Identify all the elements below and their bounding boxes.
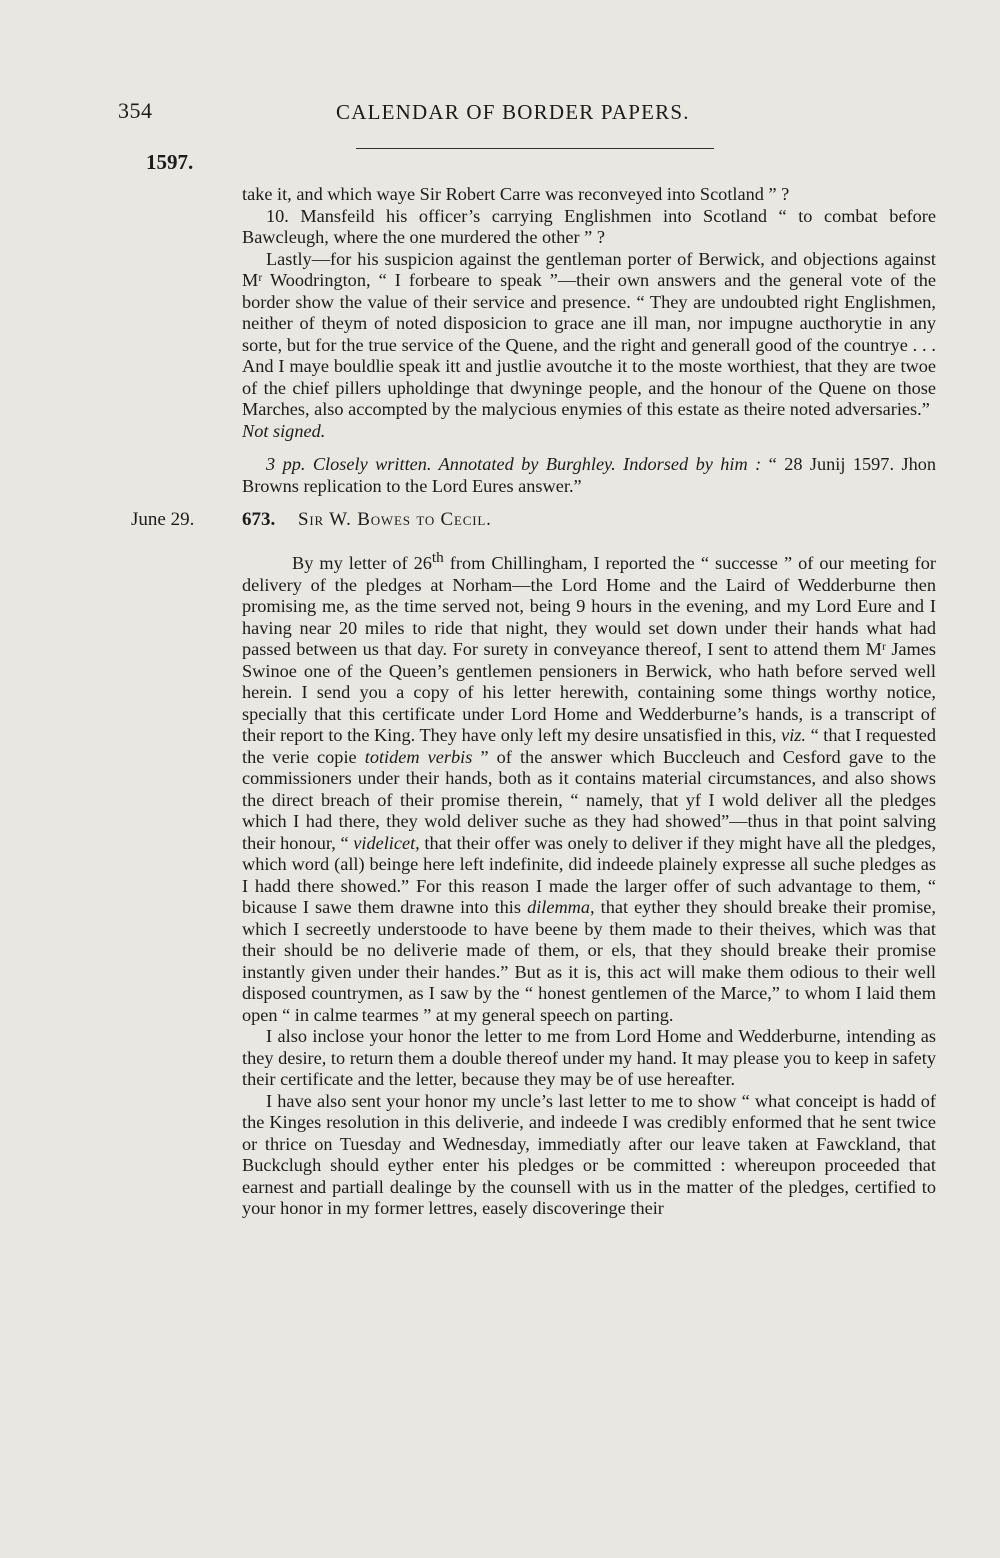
letter-paragraph <box>242 547 936 1026</box>
paragraph: 10. Mansfeild his officer’s carrying Englishmen into Scotland “ to combat before Bawcleugh, where the one murdered the other ” ? <box>242 205 936 247</box>
superscript: th <box>431 549 444 566</box>
text-run: from Chillingham, I reported the “ successe ” of our meeting for delivery of the pledges at Norham—the Lord Home and the Laird of Wedderburne then promising me, as the time served not, being 9 hours in the evening, and my Lord Eure and I having near 20 miles to ride that night, they would set down under their hands what had passed between us that day. For surety in conveyance thereof, I sent to attend them Mʳ James Swinoe one of the Queen’s gentlemen pensioners in Berwick, who hath before served well herein. I send you a copy of his letter herewith, containing some things worthy notice, specially that this certificate under Lord Home and Wedderburne’s hands, is a transcript of their report to the King. They have only left my desire unsatisfied in this, <box>242 553 936 746</box>
document-date: June 29. <box>131 509 195 530</box>
italic-run: videlicet, <box>353 832 420 853</box>
page-header <box>0 98 1000 132</box>
annotation-italic: 3 pp. Closely written. Annotated by Burghley. Indorsed by him : <box>266 454 762 474</box>
text-run: “ that I requested the verie copie <box>242 725 936 767</box>
document-number: 673. <box>242 509 276 530</box>
letter-paragraph: I also inclose your honor the letter to me from Lord Home and Wedderburne, intending as they desire, to return them a double thereof under my hand. It may please you to keep in safety their certificate and the letter, because they may be of use hereafter. <box>242 1026 936 1090</box>
paragraph: Lastly—for his suspicion against the gentleman porter of Berwick, and objections against Mʳ Woodrington, “ I forbeare to speak ”—their own answers and the general vote of the border show the value of their service and presence. “ They are undoubted right Englishmen, neither of theym of noted disposicion to grace ane ill man, nor impugne aucthorytie in any sorte, but for the true service of the Quene, and the right and generall good of the countrye . . . And I maye bouldlie speak itt and justlie avoutche it to the moste worthiest, that they are twoe of the chief pillers upholdinge that dwyninge people, and the honour of the Quene on those Marches, also accompted by the malycious enymies of this estate as theire noted adversaries.” <box>242 248 936 419</box>
annotation-note <box>242 454 936 497</box>
page-number: 354 <box>118 98 153 123</box>
running-title: CALENDAR OF BORDER PAPERS. <box>336 100 690 124</box>
italic-run: viz. <box>781 725 806 746</box>
text-run: that their offer was onely to deliver if they might have all the pledges, which word (all) beinge here left indefinite, did indeede plainely expresse all suche pledges as I hadd there showed.” For this reason I made the larger offer of such advantage to them, “ bicause I sawe them drawne into this <box>242 832 936 918</box>
margin-year: 1597. <box>146 150 194 174</box>
text-run: By my letter of 26 <box>292 553 432 574</box>
text-run: ” of the answer which Buccleuch and Cesford gave to the commissioners under their hands, both as it contains material circumstances, and also shows the direct breach of their promise therein, “ namely, that yf I wold deliver all the pledges which I had there, they wold deliver suche as they had showed”—thus in that point salving their honour, “ <box>242 746 936 853</box>
annotation-text: “ 28 Junij 1597. Jhon Browns replication to the Lord Eures answer.” <box>242 454 936 496</box>
document-heading <box>131 509 936 533</box>
italic-run: dilemma, <box>527 897 595 918</box>
letter-paragraph: I have also sent your honor my uncle’s last letter to me to show “ what conceipt is hadd of the Kinges resolution in this deliverie, and indeede I was credibly enformed that he sent twice or thrice on Tuesday and Wednesday, immediatly after our leave taken at Fawckland, that Buckclugh should eyther enter his pledges or be committed : whereupon proceeded that earnest and partiall dealinge by the counsell with us in the matter of the pledges, certified to your honor in my former lettres, easely discoveringe their <box>242 1090 936 1219</box>
italic-run: totidem verbis <box>364 746 473 767</box>
paragraph: take it, and which waye Sir Robert Carre was reconveyed into Scotland ” ? <box>242 184 790 204</box>
main-text <box>131 184 936 1220</box>
document-title: Sir W. Bowes to Cecil. <box>298 509 492 530</box>
signature-note: Not signed. <box>242 420 326 441</box>
text-run: that eyther they should breake their promise, which I secreetly understoode to have beene by them made to their theives, which was that their should be no deliverie made of them, or els, that they should breake their promise instantly given under their handes.” But as it is, this act will make them odious to their well disposed countrymen, as I saw by the “ honest gentlemen of the Marce,” to whom I laid them open “ in calme tearmes ” at my general speech on parting. <box>242 897 936 1025</box>
header-rule <box>356 148 714 149</box>
